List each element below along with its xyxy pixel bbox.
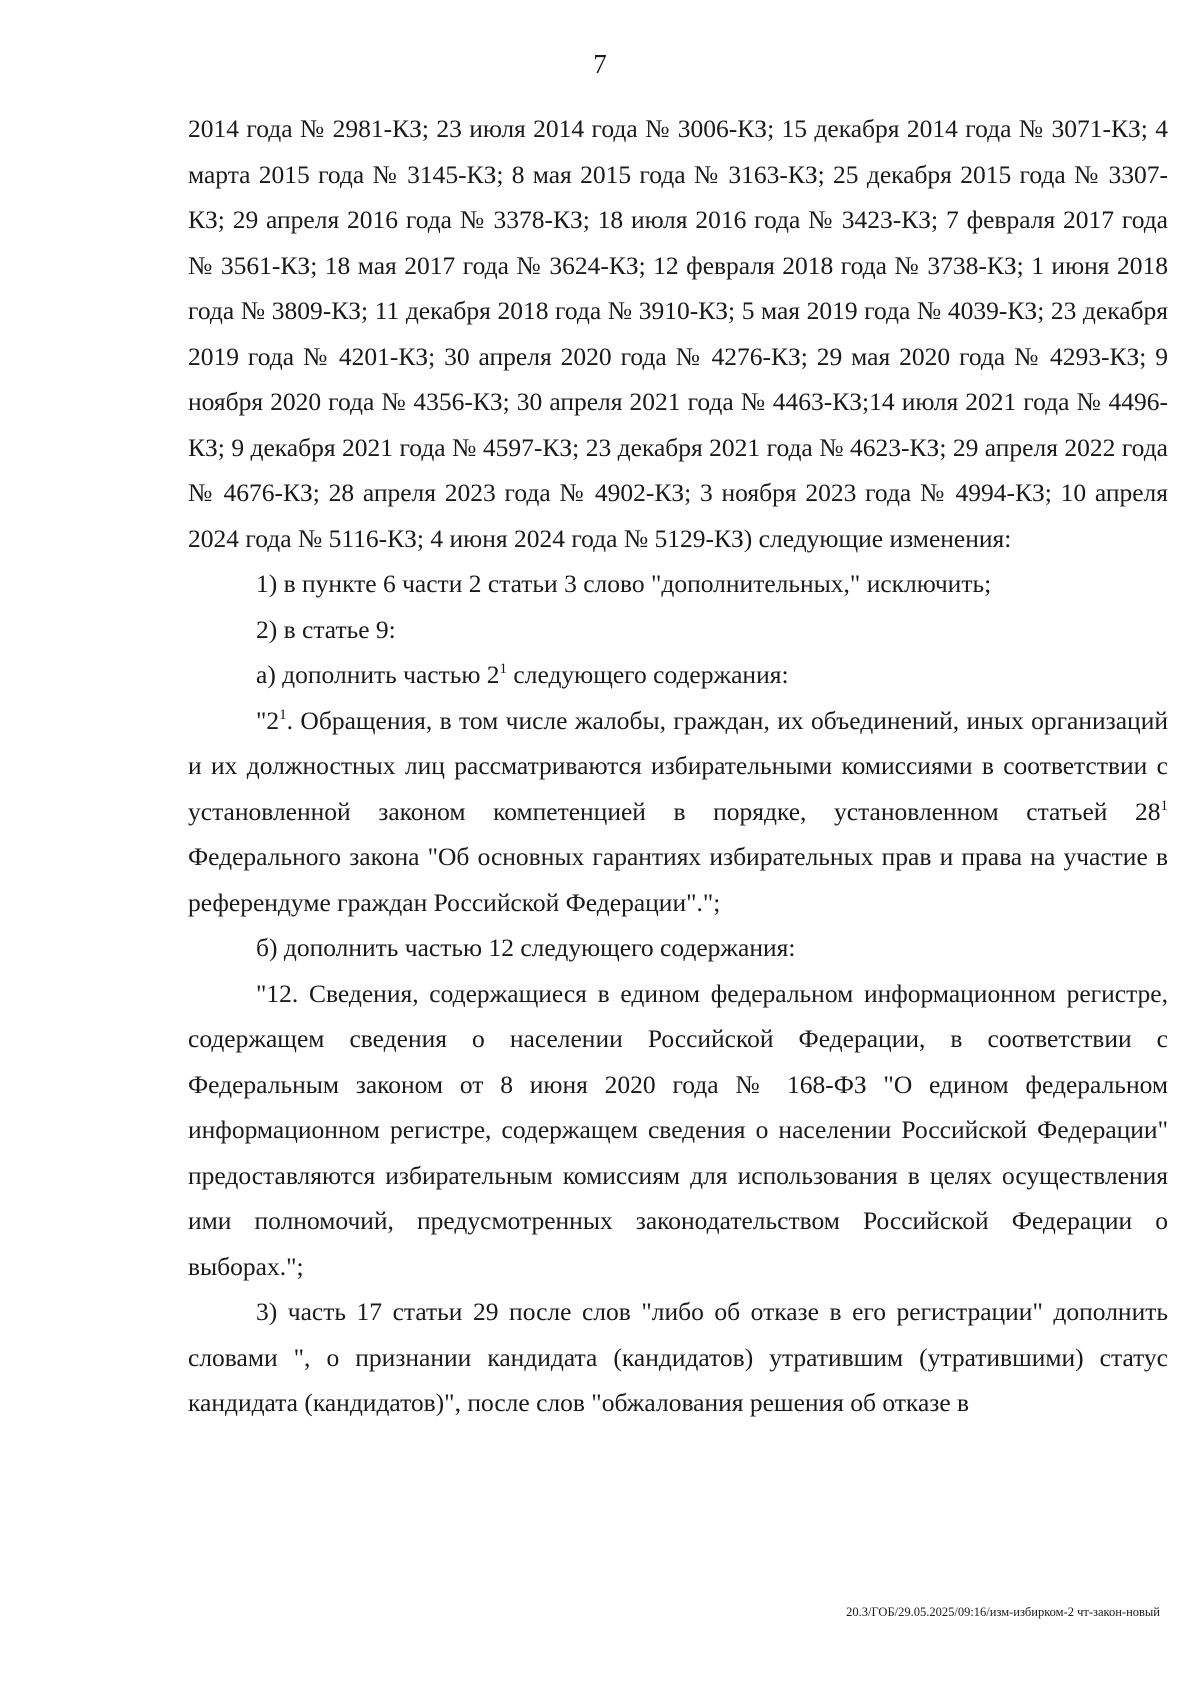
paragraph-item-3 <box>188 1289 1168 1426</box>
page-number: 7 <box>593 49 607 79</box>
paragraph-item-2 <box>188 607 1168 653</box>
superscript: 1 <box>499 661 508 677</box>
superscript: 1 <box>1160 797 1168 814</box>
paragraph-item-2b <box>188 925 1168 971</box>
paragraph-amendment-list <box>188 106 1168 561</box>
text-segment: 2) в статье 9: <box>256 614 396 644</box>
paragraph-item-1 <box>188 561 1168 607</box>
paragraph-part-12-text <box>188 971 1168 1290</box>
text-segment: б) дополнить частью 12 следующего содержания: <box>256 933 796 962</box>
paragraph-part-2-1-text <box>188 698 1168 926</box>
text-segment: а) дополнить частью 2 <box>256 660 500 689</box>
text-segment: "2 <box>256 705 280 735</box>
text-segment: 3) часть 17 статьи 29 после слов "либо об отказе в его регистрации" дополнить словами ", о признании кандидата (кандидатов) утратившим (утратившими) статус кандидата (кандидатов)", после слов "обжалования решения об отказе в <box>188 1297 1168 1417</box>
document-footer-code: 20.3/ГОБ/29.05.2025/09:16/изм-избирком-2 чт-закон-новый <box>846 1605 1160 1619</box>
text-segment: . Обращения, в том числе жалобы, граждан, их объединений, иных организаций и их должностных лиц рассматриваются избирательными комиссиями в соответствии с установленной законом компетенцией в порядке, установленном статьей 28 <box>188 705 1168 826</box>
text-segment: следующего содержания: <box>507 660 789 689</box>
text-segment: 2014 года № 2981-КЗ; 23 июля 2014 года № 3006-КЗ; 15 декабря 2014 года № 3071-КЗ; 4 марта 2015 года № 3145-КЗ; 8 мая 2015 года № 3163-КЗ; 25 декабря 2015 года № 3307-КЗ; 29 апреля 2016 года № 3378-КЗ; 18 июля 2016 года № 3423-КЗ; 7 февраля 2017 года № 3561-КЗ; 18 мая 2017 года № 3624-КЗ; 12 февраля 2018 года № 3738-КЗ; 1 июня 2018 года № 3809-КЗ; 11 декабря 2018 года № 3910-КЗ; 5 мая 2019 года № 4039-КЗ; 23 декабря 2019 года № 4201-КЗ; 30 апреля 2020 года № 4276-КЗ; 29 мая 2020 года № 4293-КЗ; 9 ноября 2020 года № 4356-КЗ; 30 апреля 2021 года № 4463-КЗ;14 июля 2021 года № 4496-КЗ; 9 декабря 2021 года № 4597-КЗ; 23 декабря 2021 года № 4623-КЗ; 29 апреля 2022 года № 4676-КЗ; 28 апреля 2023 года № 4902-КЗ; 3 ноября 2023 года № 4994-КЗ; 10 апреля 2024 года № 5116-КЗ; 4 июня 2024 года № 5129-КЗ) следующие изменения: <box>188 114 1168 553</box>
text-segment: Федерального закона "Об основных гарантиях избирательных прав и права на участие в референдуме граждан Российской Федерации"."; <box>188 842 1168 917</box>
text-segment: "12. Сведения, содержащиеся в едином федеральном информационном регистре, содержащем сведения о населении Российской Федерации, в соответствии с Федеральным законом от 8 июня 2020 года № 168-ФЗ "О едином федеральном информационном регистре, содержащем сведения о населении Российской Федерации" предоставляются избирательным комиссиям для использования в целях осуществления ими полномочий, предусмотренных законодательством Российской Федерации о выборах."; <box>188 978 1168 1281</box>
paragraph-item-2a <box>188 652 1168 698</box>
document-body <box>188 106 1168 1426</box>
text-segment: 1) в пункте 6 части 2 статьи 3 слово "дополнительных," исключить; <box>256 569 992 598</box>
superscript: 1 <box>279 706 287 723</box>
